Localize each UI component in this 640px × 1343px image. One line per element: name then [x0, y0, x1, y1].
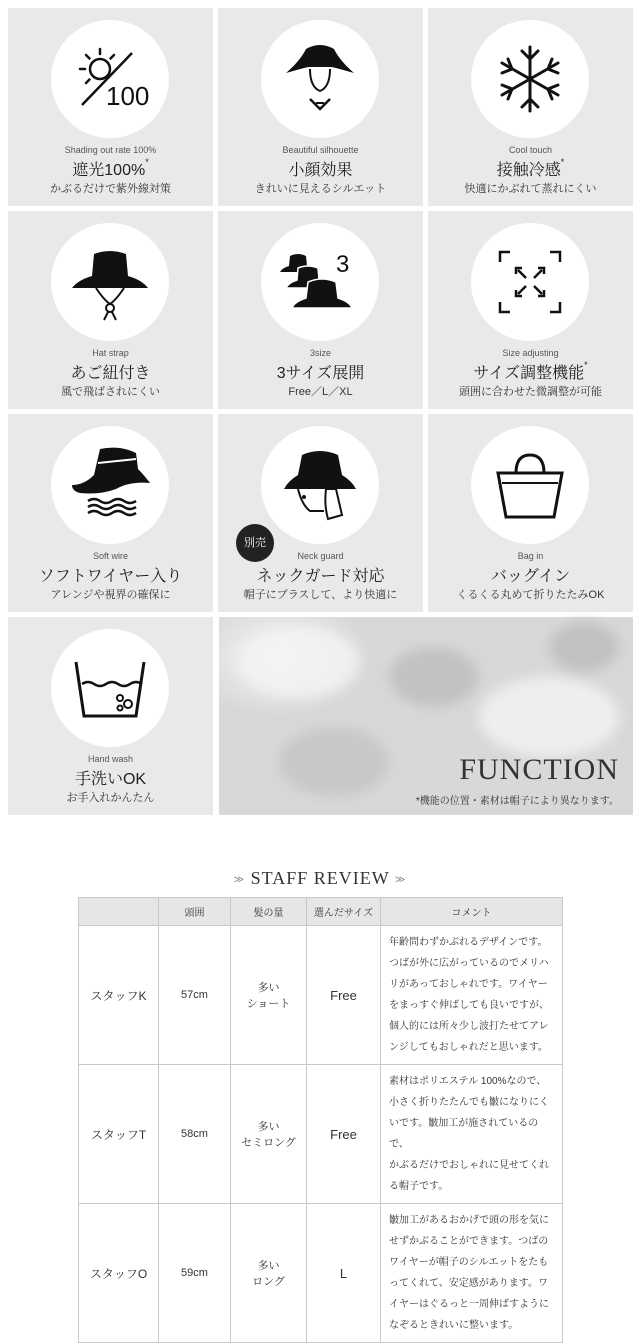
- comment-line: 個人的には所々少し波打たせてアレ: [389, 1021, 549, 1032]
- comment-line: せずかぶることができます。つばの: [389, 1236, 549, 1247]
- staff-name: スタッフT: [79, 1065, 159, 1204]
- feature-sub: Free／L／XL: [288, 386, 353, 398]
- review-marker-left: ≫: [233, 874, 246, 886]
- feature-en: Beautiful silhouette: [282, 145, 359, 155]
- chosen-size: Free: [307, 1065, 381, 1204]
- feature-tile-cool: [428, 8, 633, 206]
- feature-jp: [428, 360, 633, 383]
- header-cell: コメント: [381, 898, 563, 926]
- staff-name: スタッフK: [79, 926, 159, 1065]
- icon-circle: [261, 426, 379, 544]
- comment: [381, 926, 563, 1065]
- feature-jp-text: 手洗いOK: [74, 771, 147, 788]
- feature-mark: *: [145, 157, 149, 167]
- feature-jp-text: あご紐付き: [70, 365, 151, 382]
- comment-line: をまっすぐ伸ばしても良いですが、: [389, 1000, 549, 1011]
- comment-line: 小さく折りたたんでも皺になりにく: [389, 1097, 549, 1108]
- hat-face-silhouette-icon: [280, 39, 360, 119]
- feature-en: Neck guard: [297, 551, 344, 561]
- feature-jp: [8, 157, 213, 180]
- feature-jp-text: 小顔効果: [288, 162, 353, 179]
- feature-en: Shading out rate 100%: [64, 145, 157, 155]
- photo-highlight: [479, 677, 619, 757]
- header-cell: 髪の量: [231, 898, 307, 926]
- comment-line: ってくれて、安定感があります。ワ: [389, 1278, 548, 1289]
- feature-en: 3size: [309, 348, 331, 358]
- comment: [381, 1204, 563, 1343]
- size-adjust-arrows-icon: [490, 242, 570, 322]
- hair-volume: 多い: [257, 1260, 280, 1272]
- feature-en: Hand wash: [87, 754, 134, 764]
- hair-length: ロング: [252, 1276, 285, 1288]
- feature-jp: [428, 157, 633, 180]
- head-size: 57cm: [159, 926, 231, 1065]
- svg-text:3: 3: [336, 251, 350, 278]
- neck-guard-icon: [280, 445, 360, 525]
- feature-jp: [218, 563, 423, 586]
- icon-circle: [51, 629, 169, 747]
- hair-amount: [231, 1065, 307, 1204]
- function-photo-panel: [219, 617, 633, 815]
- comment-line: リがあっておしゃれです。ワイヤー: [389, 979, 548, 990]
- feature-en: Soft wire: [92, 551, 128, 561]
- feature-tile-strap: [8, 211, 213, 409]
- comment-line: つばが外に広がっているのでメリハ: [389, 958, 549, 969]
- table-row: [79, 1204, 563, 1343]
- comment-line: 皺加工があるおかげで頭の形を気に: [389, 1215, 549, 1226]
- feature-jp: [218, 157, 423, 180]
- bag-icon: [490, 445, 570, 525]
- svg-text:100: 100: [106, 81, 150, 111]
- feature-en: Bag in: [517, 551, 544, 561]
- header-cell: 選んだサイズ: [307, 898, 381, 926]
- feature-jp-text: 3サイズ展開: [276, 365, 365, 382]
- feature-sub: きれいに見えるシルエット: [254, 183, 387, 195]
- feature-tile-size-adjust: [428, 211, 633, 409]
- photo-highlight: [239, 627, 359, 697]
- table-row: [79, 1065, 563, 1204]
- head-size: 59cm: [159, 1204, 231, 1343]
- photo-shadow: [279, 727, 389, 797]
- comment-line: イヤーはぐるっと一周伸ばすように: [389, 1299, 549, 1310]
- chosen-size: Free: [307, 926, 381, 1065]
- feature-jp-text: ソフトワイヤー入り: [38, 568, 183, 585]
- feature-jp: [8, 360, 213, 383]
- feature-jp: [8, 766, 213, 789]
- function-note: *機能の位置・素材は帽子により異なります。: [415, 796, 619, 807]
- staff-review-title-text: STAFF REVIEW: [250, 868, 390, 888]
- staff-review-title: [0, 868, 640, 889]
- feature-sub: くるくる丸めて折りたたみOK: [456, 589, 605, 601]
- icon-circle: [471, 426, 589, 544]
- head-size: 58cm: [159, 1065, 231, 1204]
- comment-line: ンジしてもおしゃれだと思います。: [389, 1042, 548, 1053]
- hair-amount: [231, 1204, 307, 1343]
- feature-en: Size adjusting: [502, 348, 559, 358]
- sun-shade-100-icon: [70, 39, 150, 119]
- feature-tile-soft-wire: [8, 414, 213, 612]
- feature-mark: *: [560, 157, 565, 167]
- staff-name: スタッフO: [79, 1204, 159, 1343]
- feature-en: Cool touch: [508, 145, 553, 155]
- feature-tile-hand-wash: [8, 617, 213, 815]
- hat-strap-icon: [70, 242, 150, 322]
- hair-length: ショート: [246, 998, 291, 1010]
- chosen-size: L: [307, 1204, 381, 1343]
- review-marker-right: ≫: [394, 874, 407, 886]
- header-cell: [79, 898, 159, 926]
- feature-sub: 風で飛ばされにくい: [61, 386, 160, 398]
- feature-jp: [8, 563, 213, 586]
- comment-line: 素材はポリエステル 100%なので、: [389, 1076, 547, 1087]
- hair-length: セミロング: [241, 1137, 296, 1149]
- comment-line: ワイヤーが帽子のシルエットをたも: [389, 1257, 549, 1268]
- icon-circle: [51, 223, 169, 341]
- feature-mark: *: [584, 360, 588, 370]
- icon-circle: [471, 223, 589, 341]
- feature-sub: 頭囲に合わせた微調整が可能: [459, 386, 602, 398]
- snowflake-icon: [490, 39, 570, 119]
- feature-jp-text: 接触冷感: [496, 162, 561, 179]
- feature-sub: アレンジや視界の確保に: [50, 589, 171, 601]
- comment-line: かぶるだけでおしゃれに見せてくれ: [389, 1160, 549, 1171]
- feature-en: Hat strap: [92, 348, 129, 358]
- table-row: [79, 926, 563, 1065]
- feature-jp: [218, 360, 423, 383]
- feature-sub: 帽子にプラスして、より快適に: [243, 589, 398, 601]
- table-header-row: [79, 898, 563, 926]
- feature-jp-text: バッグイン: [490, 568, 571, 585]
- feature-jp-text: サイズ調整機能: [473, 365, 585, 382]
- photo-shadow: [389, 647, 479, 707]
- feature-sub: 快適にかぶれて蒸れにくい: [464, 183, 597, 195]
- comment-line: 年齢問わずかぶれるデザインです。: [389, 937, 548, 948]
- hair-volume: 多い: [257, 1121, 280, 1133]
- icon-circle: [471, 20, 589, 138]
- comment-line: なぞるときれいに整います。: [389, 1320, 519, 1331]
- feature-tile-bag: [428, 414, 633, 612]
- feature-tile-silhouette: [218, 8, 423, 206]
- feature-tile-shading: [8, 8, 213, 206]
- staff-review-table: [78, 897, 563, 1343]
- feature-jp: [428, 563, 633, 586]
- soft-wire-brim-icon: [70, 445, 150, 525]
- feature-sub: かぶるだけで紫外線対策: [50, 183, 171, 195]
- feature-sub: お手入れかんたん: [66, 792, 155, 804]
- comment-line: いです。皺加工が施されているので、: [389, 1118, 539, 1150]
- icon-circle: [51, 426, 169, 544]
- comment: [381, 1065, 563, 1204]
- icon-circle: [51, 20, 169, 138]
- photo-shadow: [549, 622, 619, 672]
- comment-line: る帽子です。: [389, 1181, 449, 1192]
- header-cell: 頭囲: [159, 898, 231, 926]
- three-hats-icon: [280, 242, 360, 322]
- hair-amount: [231, 926, 307, 1065]
- icon-circle: [261, 223, 379, 341]
- function-title: FUNCTION: [459, 753, 619, 786]
- feature-jp-text: ネックガード対応: [256, 568, 385, 585]
- sold-separately-badge: 別売: [236, 524, 274, 562]
- feature-jp-text: 遮光100%: [72, 162, 146, 179]
- hair-volume: 多い: [257, 982, 280, 994]
- feature-tile-3size: [218, 211, 423, 409]
- feature-tile-neck-guard: [218, 414, 423, 612]
- hand-wash-icon: [70, 648, 150, 728]
- icon-circle: [261, 20, 379, 138]
